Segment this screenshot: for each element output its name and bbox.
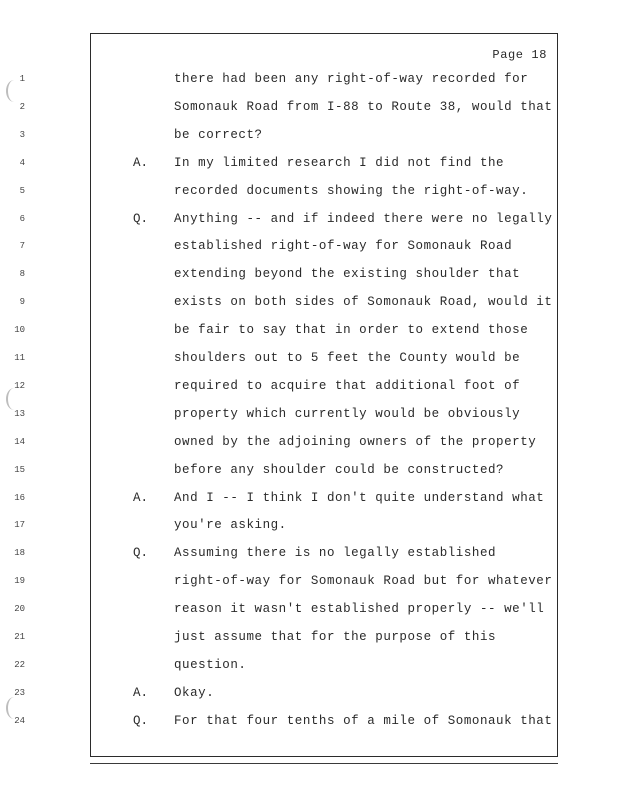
line-number: 3 — [19, 129, 25, 140]
line-number: 18 — [14, 548, 25, 559]
transcript-line — [1, 682, 557, 704]
line-number: 2 — [19, 101, 25, 112]
transcript-line — [1, 710, 557, 732]
line-number: 19 — [14, 576, 25, 587]
line-text: required to acquire that additional foot of — [174, 378, 521, 393]
transcript-line — [1, 459, 557, 481]
line-number: 23 — [14, 687, 25, 698]
line-text: For that four tenths of a mile of Somonauk that — [174, 713, 553, 728]
transcript-line — [1, 654, 557, 676]
line-text: property which currently would be obviously — [174, 406, 521, 421]
transcript-page-frame — [14, 33, 558, 757]
line-number: 4 — [19, 157, 25, 168]
line-text: Okay. — [174, 685, 215, 700]
bottom-rule — [90, 763, 558, 764]
line-number: 8 — [19, 269, 25, 280]
line-text: Assuming there is no legally established — [174, 546, 497, 561]
transcript-line — [1, 626, 557, 648]
line-number: 6 — [19, 213, 25, 224]
line-text: you're asking. — [174, 518, 287, 533]
speaker-label: A. — [133, 685, 149, 700]
line-text: just assume that for the purpose of this — [174, 630, 497, 644]
line-text: be correct? — [174, 127, 263, 142]
transcript-line — [1, 375, 557, 397]
line-text: right-of-way for Somonauk Road but for whatever — [174, 574, 553, 589]
transcript-line — [1, 180, 557, 202]
line-text: reason it wasn't established properly -- we'll — [174, 602, 545, 617]
line-number: 13 — [14, 408, 25, 419]
speaker-label: Q. — [133, 211, 149, 226]
transcript-line — [1, 291, 557, 313]
transcript-line — [1, 152, 557, 174]
line-number: 11 — [14, 353, 25, 363]
line-text: Anything -- and if indeed there were no legally — [174, 211, 553, 226]
line-text: established right-of-way for Somonauk Road — [174, 239, 513, 254]
line-text: owned by the adjoining owners of the property — [174, 434, 537, 449]
page-number: Page 18 — [492, 48, 547, 62]
line-number: 7 — [19, 241, 25, 252]
transcript-line — [1, 319, 557, 341]
speaker-label: A. — [133, 155, 149, 170]
line-number: 14 — [14, 436, 25, 447]
line-number: 22 — [14, 659, 25, 670]
speaker-label: A. — [133, 490, 149, 505]
transcript-line — [1, 487, 557, 509]
line-number: 5 — [19, 185, 25, 196]
line-number: 12 — [14, 380, 25, 391]
line-number: 1 — [19, 74, 25, 84]
line-text: extending beyond the existing shoulder that — [174, 267, 521, 282]
transcript-line — [1, 403, 557, 425]
transcript-line — [1, 68, 557, 90]
line-number: 10 — [14, 325, 25, 336]
line-number: 9 — [19, 297, 25, 308]
line-number: 20 — [14, 604, 25, 615]
speaker-label: Q. — [133, 546, 149, 561]
line-text: before any shoulder could be constructed? — [174, 462, 505, 477]
transcript-line — [1, 570, 557, 592]
transcript-line — [1, 124, 557, 146]
line-number: 16 — [14, 492, 25, 503]
speaker-label: Q. — [133, 713, 149, 728]
line-text: be fair to say that in order to extend those — [174, 323, 529, 338]
line-text: shoulders out to 5 feet the County would be — [174, 351, 521, 365]
line-number: 17 — [14, 520, 25, 531]
line-text: recorded documents showing the right-of-way. — [174, 183, 529, 198]
line-text: Somonauk Road from I-88 to Route 38, would that — [174, 99, 553, 114]
line-number: 21 — [14, 632, 25, 642]
transcript-line — [1, 96, 557, 118]
line-text: exists on both sides of Somonauk Road, would it — [174, 295, 553, 310]
transcript-line — [1, 514, 557, 536]
transcript-line — [1, 598, 557, 620]
transcript-line — [1, 347, 557, 369]
transcript-line — [1, 542, 557, 564]
transcript-line — [1, 431, 557, 453]
line-text: there had been any right-of-way recorded for — [174, 72, 529, 86]
line-text: And I -- I think I don't quite understand what — [174, 490, 545, 505]
line-text: question. — [174, 657, 247, 672]
transcript-line — [1, 263, 557, 285]
transcript-line — [1, 235, 557, 257]
line-number: 24 — [14, 715, 25, 726]
line-number: 15 — [14, 464, 25, 475]
transcript-line — [1, 208, 557, 230]
line-text: In my limited research I did not find the — [174, 155, 505, 170]
